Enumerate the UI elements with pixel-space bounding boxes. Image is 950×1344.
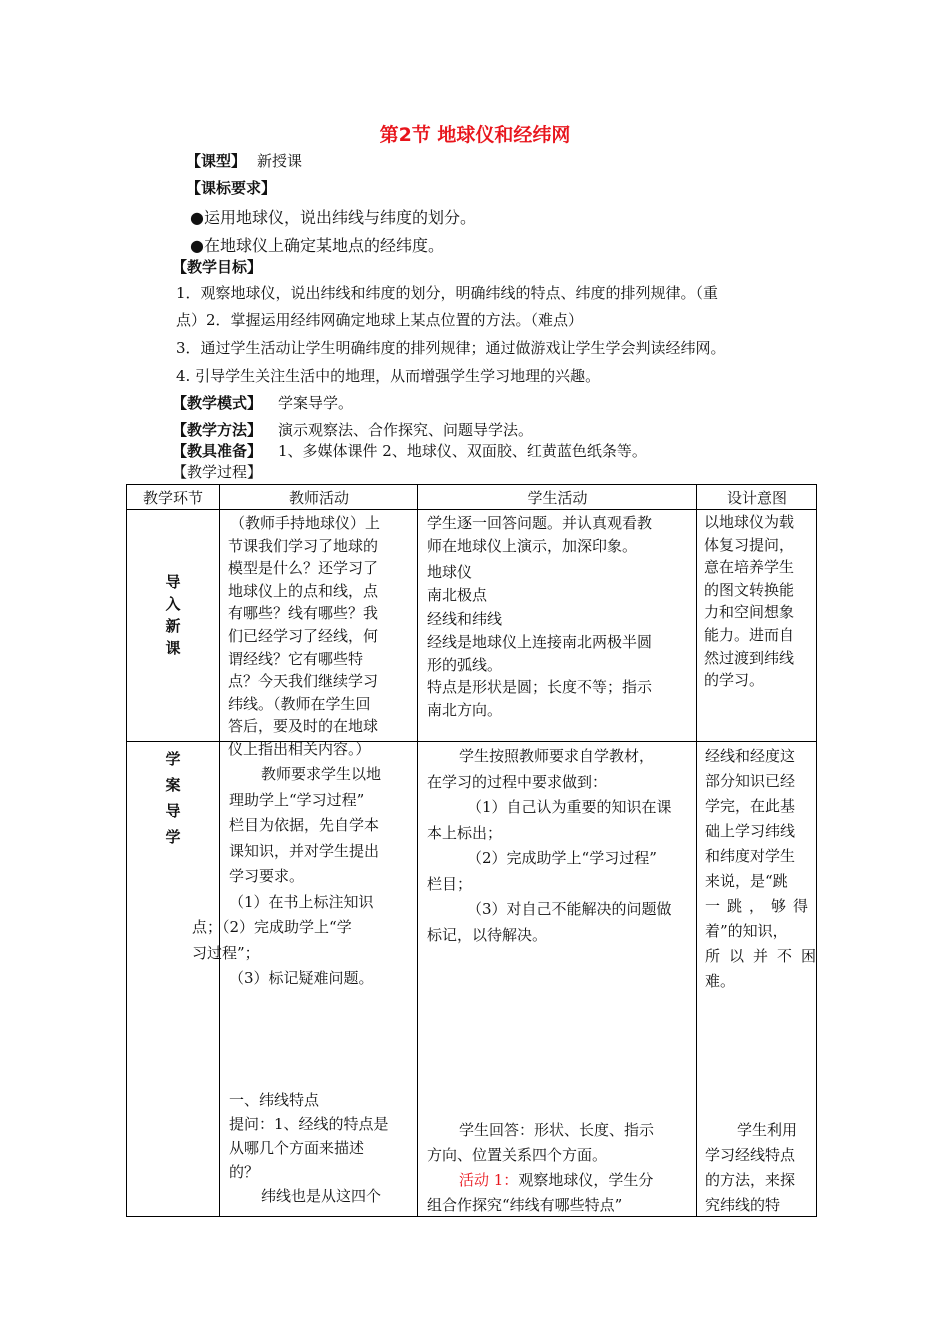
student-activity-intro: 学生逐一回答问题。并认真观看教 师在地球仪上演示，加深印象。 地球仪 南北极点 经线和纬线 经线是地球仪上连接南北两极半圆 形的弧线。 特点是形状是圆；长度不等；指示 南北方向。 [427, 514, 653, 719]
course-type-label: 【课型】 [186, 152, 247, 170]
page-title: 第2节 地球仪和经纬网 [379, 124, 571, 146]
table-header: 设计意图 [726, 489, 787, 507]
activity-label: 活动 1： [459, 1171, 519, 1189]
standard-item: ●在地球仪上确定某地点的经纬度。 [190, 236, 444, 255]
student-activity-latitude: 学生回答：形状、长度、指示 方向、位置关系四个方面。 活动 1：观察地球仪，学生分 组合作探究“纬线有哪些特点” [427, 1121, 655, 1214]
objective-line: 点）2．掌握运用经纬网确定地球上某点位置的方法。（难点） [176, 311, 584, 329]
tools-value: 1、多媒体课件 2、地球仪、双面胶、红黄蓝色纸条等。 [278, 442, 647, 460]
method-label: 【教学方法】 [172, 421, 263, 439]
table-header: 学生活动 [527, 489, 588, 507]
design-intent-intro: 以地球仪为载 体复习提问， 意在培养学生 的图文转换能 力和空间想象 能力。进而自 然过渡到纬线 的学习。 [704, 513, 795, 690]
stage-label-intro: 导 入 新 课 [165, 573, 181, 657]
teacher-activity-guided: 教师要求学生以地 理助学上“学习过程” 栏目为依据，先自学本 课知识，并对学生提出 学习要求。 （1）在书上标注知识 点；（2）完成助学上“学 习过程”； （3）标记疑难问题。 [192, 765, 382, 987]
course-type-value: 新授课 [257, 152, 303, 170]
teacher-activity-latitude: 一、纬线特点 提问：1、经线的特点是 从哪几个方面来描述 的？ 纬线也是从这四个 [229, 1091, 389, 1205]
tools-label: 【教具准备】 [172, 442, 263, 460]
design-intent-guided: 经线和经度这 部分知识已经 学完，在此基 础上学习纬线 和纬度对学生 来说，是“跳 一跳，够得 着”的知识， 所以并不困 难。 [705, 747, 826, 990]
student-activity-guided: 学生按照教师要求自学教材， 在学习的过程中要求做到： （1）自己认为重要的知识在课 本上标出； （2）完成助学上“学习过程” 栏目； （3）对自己不能解决的问题做 标记，以待解决。 [427, 747, 672, 944]
table-header: 教学环节 [142, 489, 203, 507]
mode-value: 学案导学。 [278, 394, 354, 412]
mode-label: 【教学模式】 [172, 394, 263, 412]
stage-label-guided: 学 案 导 学 [165, 750, 181, 846]
objectives-label: 【教学目标】 [172, 258, 263, 276]
standards-label: 【课标要求】 [186, 179, 277, 197]
standard-item: ●运用地球仪，说出纬线与纬度的划分。 [190, 208, 476, 227]
teacher-activity-intro: （教师手持地球仪）上 节课我们学习了地球的 模型是什么？还学习了 地球仪上的点和线，点 有哪些？线有哪些？我 们已经学习了经线，何 谓经线？它有哪些特 点？今天我们继续学习 纬线。（教师在学生回 答后，要及时的在地球 仪上指出相关内容。） [228, 514, 381, 758]
objective-line: 4. 引导学生关注生活中的地理，从而增强学生学习地理的兴趣。 [176, 367, 601, 385]
design-intent-latitude: 学生利用 学习经线特点 的方法，来探 究纬线的特 [705, 1121, 798, 1214]
objective-line: 1．观察地球仪，说出纬线和纬度的划分，明确纬线的特点、纬度的排列规律。（重 [176, 284, 719, 302]
table-header: 教师活动 [288, 489, 349, 507]
objective-line: 3．通过学生活动让学生明确纬度的排列规律；通过做游戏让学生学会判读经纬网。 [176, 339, 726, 357]
activity-text: 观察地球仪，学生分 [518, 1171, 654, 1189]
method-value: 演示观察法、合作探究、问题导学法。 [278, 421, 534, 439]
process-label: 【教学过程】 [172, 463, 263, 481]
